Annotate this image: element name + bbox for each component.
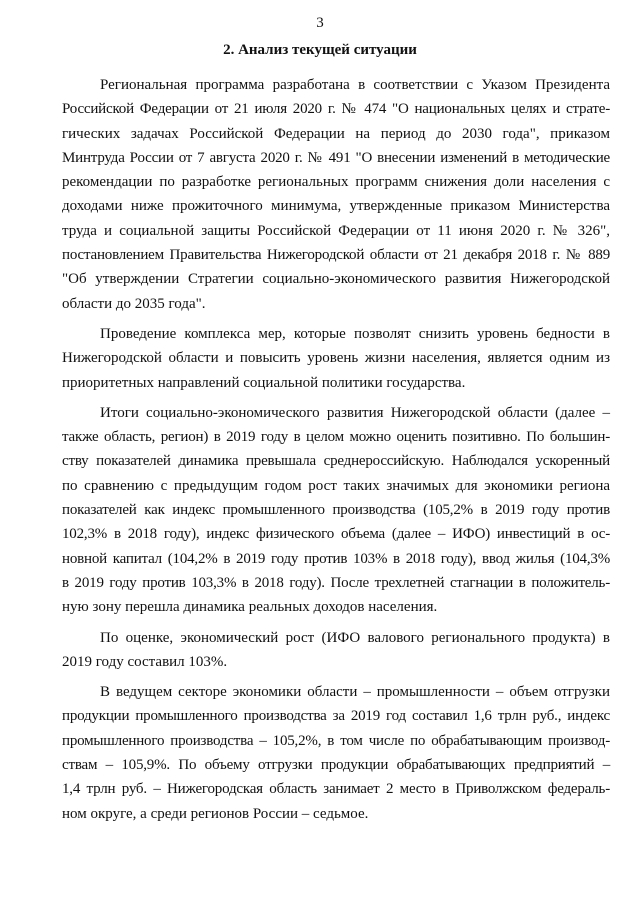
text-line: Итоги социально-экономического развития Нижегородской области (далее –	[100, 404, 610, 421]
section-title: 2. Анализ текущей ситуации	[223, 42, 417, 58]
text-line: "Об утверждении Стратегии социально-экономического развития Нижегородской	[62, 271, 610, 288]
text-line: 1,4 трлн руб. – Нижегородская область занимает 2 место в Приволжском федераль-	[62, 781, 610, 798]
text-line: 2019 году составил 103%.	[62, 653, 228, 670]
text-line: труда и социальной защиты Российской Федерации от 11 июня 2020 г. № 326",	[62, 222, 610, 239]
text-line: доходами ниже прожиточного минимума, утвержденные приказом Министерства	[62, 198, 610, 215]
text-line: Российской Федерации от 21 июля 2020 г. № 474 "О национальных целях и страте-	[62, 101, 610, 118]
text-line: В ведущем секторе экономики области – промышленности – объем отгрузки	[100, 684, 610, 701]
text-line: в 2019 году против 103,3% в 2018 году). После трехлетней стагнации в положитель-	[62, 574, 610, 591]
text-line: также область, регион) в 2019 году в целом можно оценить позитивно. По большин-	[62, 429, 610, 446]
body-text	[62, 73, 610, 832]
paragraph-1	[62, 73, 610, 316]
text-line: Нижегородской области и повысить уровень жизни населения, является одним из	[62, 350, 610, 367]
paragraph-4	[62, 626, 610, 675]
text-line: ствам – 105,9%. По объему отгрузки продукции обрабатывающих предприятий –	[62, 757, 610, 774]
text-line: по сравнению с предыдущим годом рост таких значимых для экономики региона	[62, 477, 610, 494]
text-line: промышленного производства – 105,2%, в том числе по обрабатывающим производ-	[62, 732, 610, 749]
text-line: Региональная программа разработана в соответствии с Указом Президента	[100, 77, 610, 93]
text-line: Минтруда России от 7 августа 2020 г. № 491 "О внесении изменений в методические	[62, 149, 610, 166]
text-line: 102,3% в 2018 году), индекс физического объема (далее – ИФО) инвестиций в ос-	[62, 526, 610, 543]
text-line: ную зону перешла динамика реальных доходов населения.	[62, 599, 438, 616]
text-line: области до 2035 года".	[62, 295, 206, 312]
page-number: 3	[316, 15, 324, 31]
text-line: новной капитал (104,2% в 2019 году против 103% в 2018 году), ввод жилья (104,3%	[62, 550, 610, 567]
text-line: рекомендации по разработке региональных программ снижения доли населения с	[62, 174, 610, 191]
text-line: По оценке, экономический рост (ИФО валового регионального продукта) в	[100, 629, 610, 646]
text-line: показателей как индекс промышленного производства (105,2% в 2019 году против	[62, 502, 610, 519]
text-line: Проведение комплекса мер, которые позволят снизить уровень бедности в	[100, 325, 610, 342]
text-line: постановлением Правительства Нижегородской области от 21 декабря 2018 г. № 889	[62, 247, 610, 264]
text-line: ном округе, а среди регионов России – седьмое.	[62, 805, 369, 822]
paragraph-5	[62, 680, 610, 826]
text-line: продукции промышленного производства за 2019 год составил 1,6 трлн руб., индекс	[62, 708, 610, 725]
paragraph-3	[62, 401, 610, 620]
text-line: гических задачах Российской Федерации на период до 2030 года", приказом	[62, 125, 610, 142]
text-line: приоритетных направлений социальной политики государства.	[62, 374, 466, 391]
paragraph-2	[62, 322, 610, 395]
text-line: ству показателей динамика превышала среднероссийскую. Наблюдался ускоренный	[62, 453, 610, 470]
